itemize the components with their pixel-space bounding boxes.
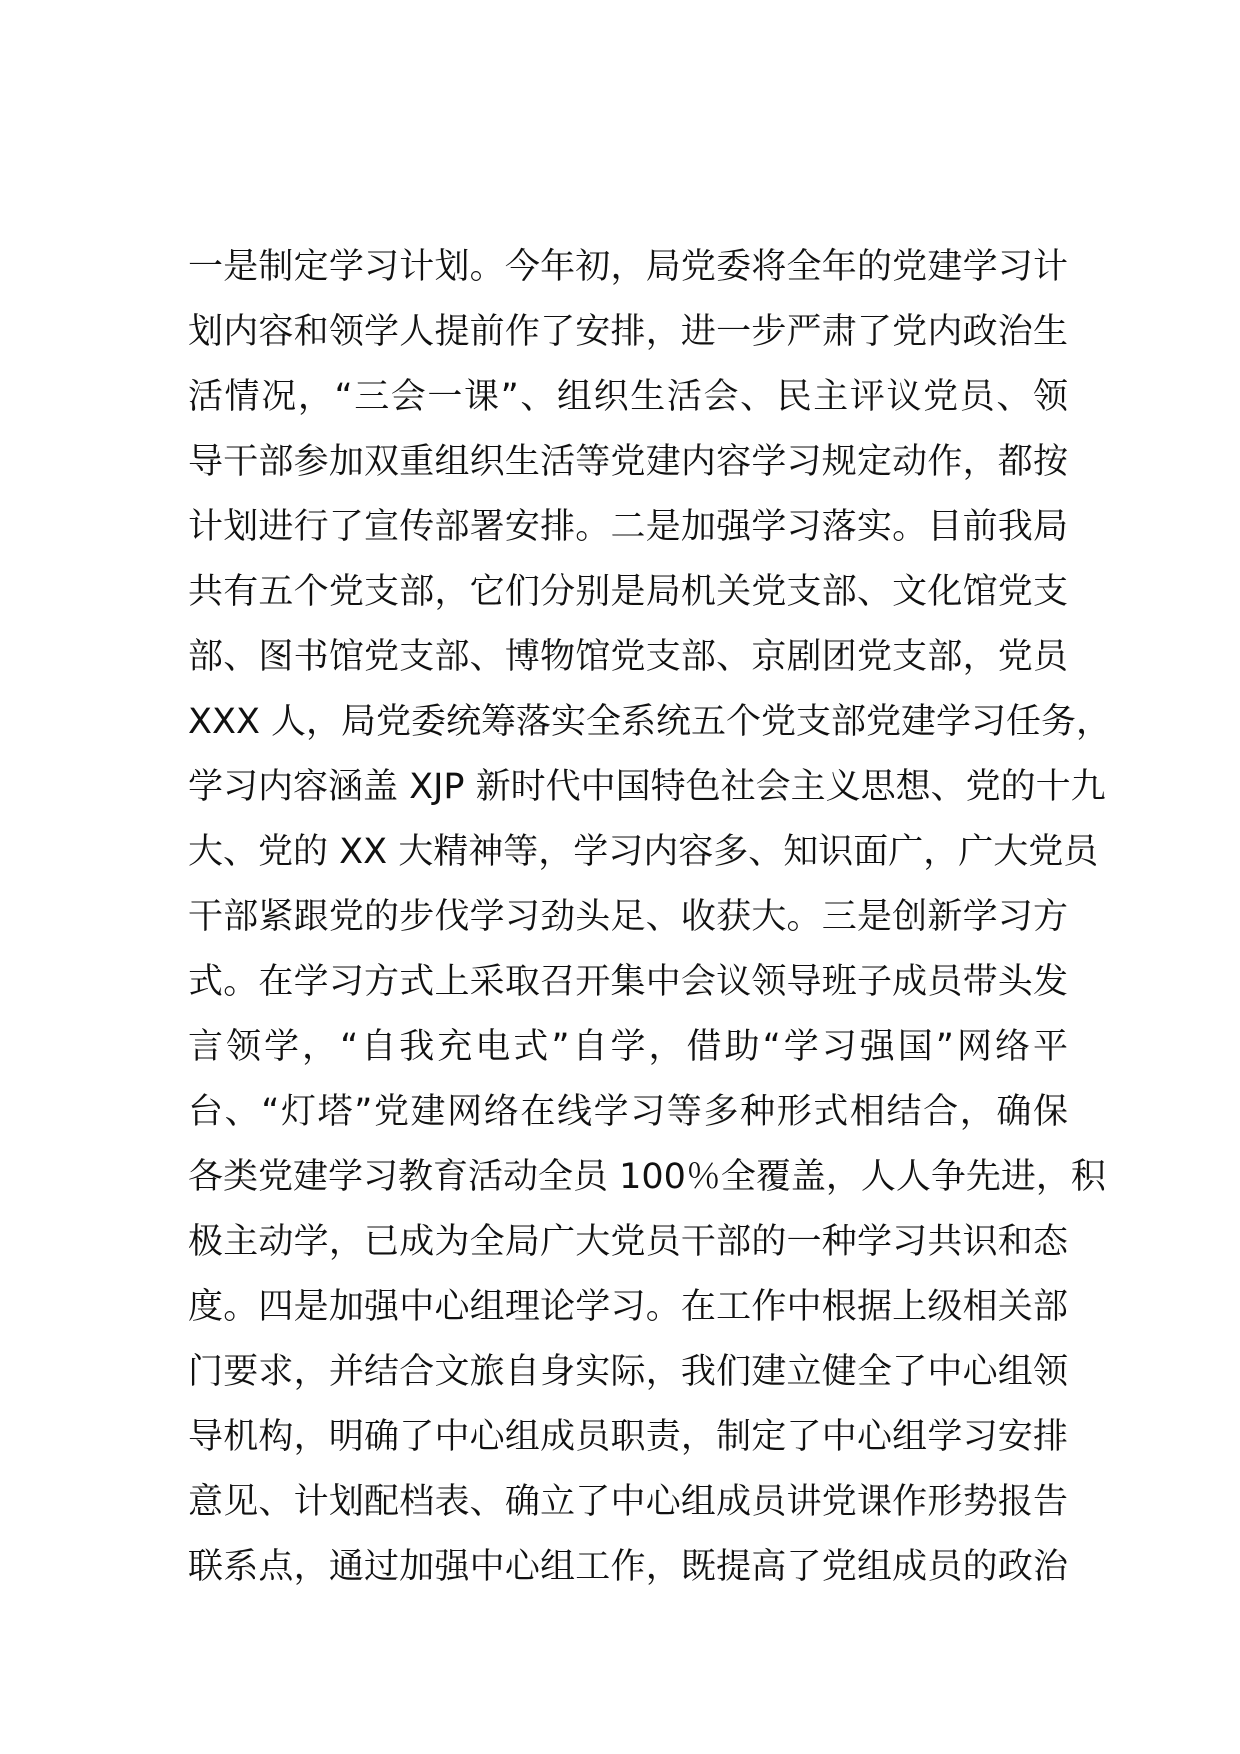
text-line-11: 干部紧跟党的步伐学习劲头足、收获大。三是创新学习方 — [188, 897, 1068, 937]
text-line-21: 联系点，通过加强中心组工作，既提高了党组成员的政治 — [188, 1547, 1068, 1587]
text-line-8: XXX 人，局党委统筹落实全系统五个党支部党建学习任务， — [188, 702, 1112, 742]
text-line-6: 共有五个党支部，它们分别是局机关党支部、文化馆党支 — [188, 572, 1068, 612]
text-line-17: 度。四是加强中心组理论学习。在工作中根据上级相关部 — [188, 1287, 1068, 1327]
text-line-7: 部、图书馆党支部、博物馆党支部、京剧团党支部，党员 — [188, 637, 1068, 677]
text-line-18: 门要求，并结合文旅自身实际，我们建立健全了中心组领 — [188, 1352, 1068, 1392]
text-line-5: 计划进行了宣传部署安排。二是加强学习落实。目前我局 — [188, 507, 1068, 547]
text-line-20: 意见、计划配档表、确立了中心组成员讲党课作形势报告 — [188, 1482, 1068, 1522]
text-line-13: 言领学，“自我充电式”自学，借助“学习强国”网络平 — [188, 1027, 1068, 1067]
body-paragraph — [188, 235, 1112, 1600]
text-line-19: 导机构，明确了中心组成员职责，制定了中心组学习安排 — [188, 1417, 1068, 1457]
text-line-2: 划内容和领学人提前作了安排，进一步严肃了党内政治生 — [188, 312, 1068, 352]
text-line-1: 一是制定学习计划。今年初，局党委将全年的党建学习计 — [188, 247, 1068, 287]
text-line-3: 活情况，“三会一课”、组织生活会、民主评议党员、领 — [188, 377, 1068, 417]
text-line-12: 式。在学习方式上采取召开集中会议领导班子成员带头发 — [188, 962, 1068, 1002]
text-line-10: 大、党的 XX 大精神等，学习内容多、知识面广，广大党员 — [188, 832, 1099, 872]
text-line-16: 极主动学，已成为全局广大党员干部的一种学习共识和态 — [188, 1222, 1068, 1262]
text-line-4: 导干部参加双重组织生活等党建内容学习规定动作，都按 — [188, 442, 1068, 482]
text-line-9: 学习内容涵盖 XJP 新时代中国特色社会主义思想、党的十九 — [188, 767, 1106, 807]
text-line-15: 各类党建学习教育活动全员 100％全覆盖，人人争先进，积 — [188, 1157, 1106, 1197]
text-line-14: 台、“灯塔”党建网络在线学习等多种形式相结合，确保 — [188, 1092, 1068, 1132]
